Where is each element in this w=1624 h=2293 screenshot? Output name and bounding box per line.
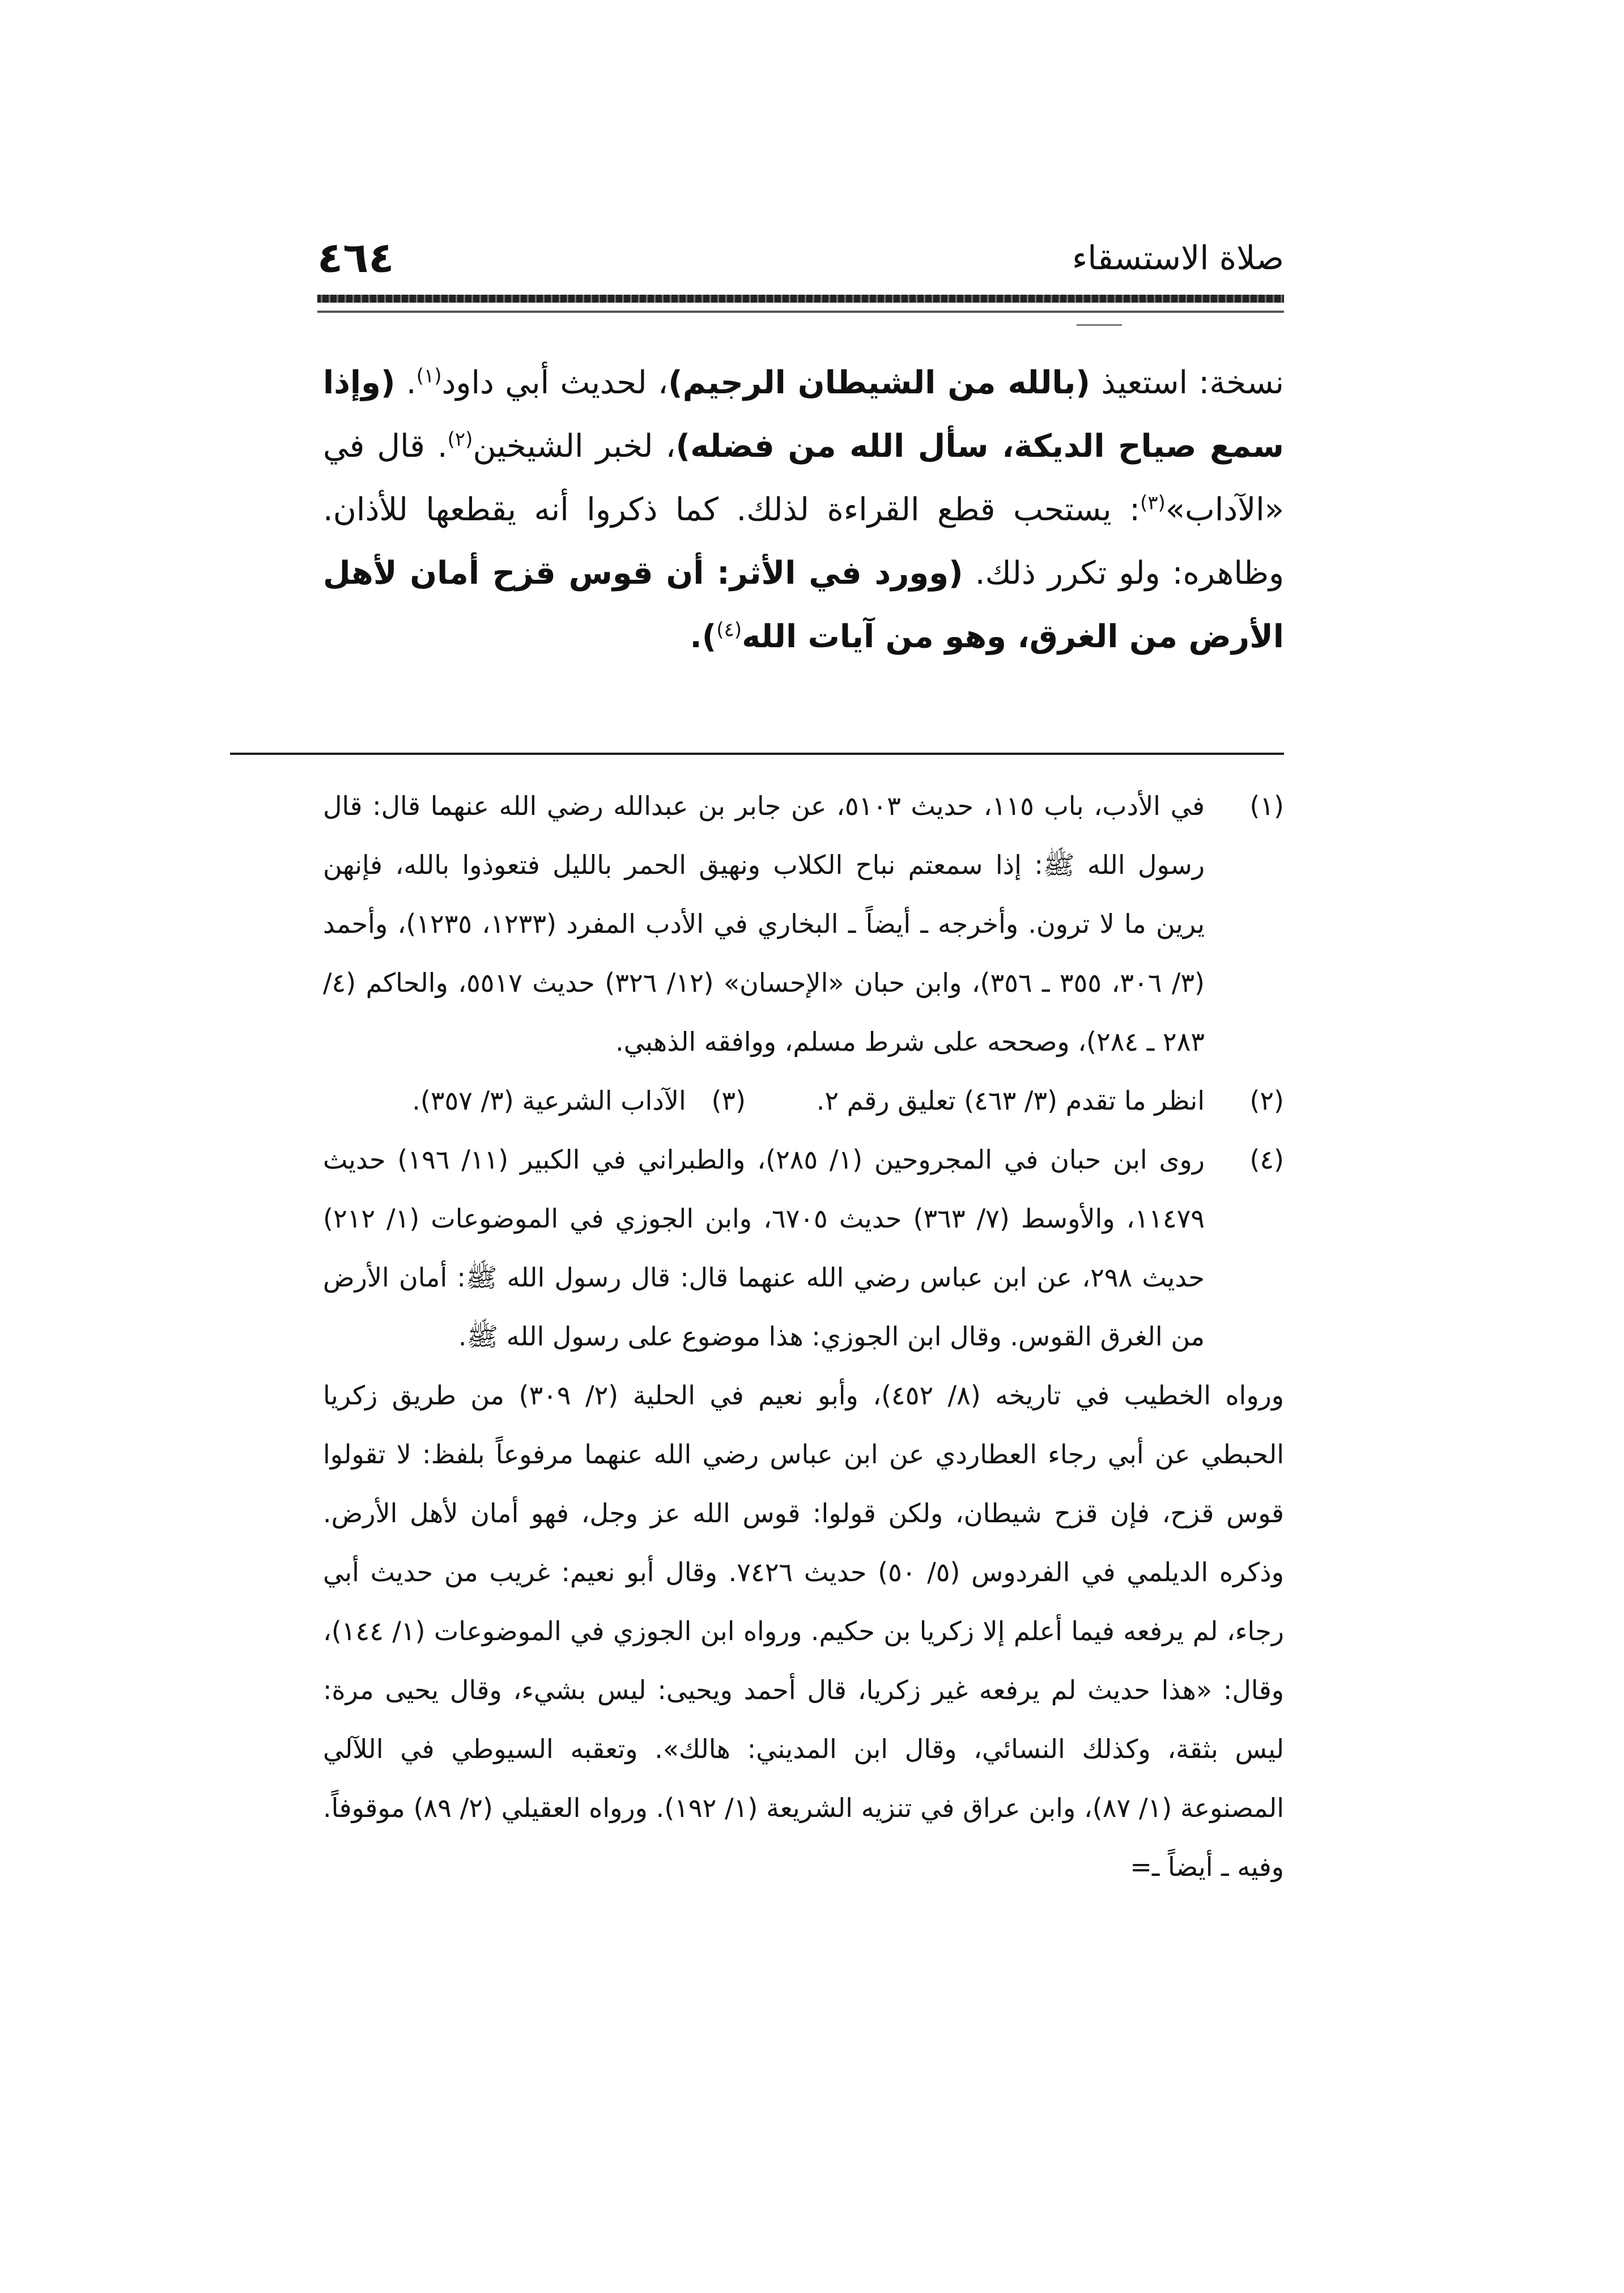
footnote-3-text: الآداب الشرعية (٣/ ٣٥٧). — [412, 1085, 686, 1116]
footnote-ref-1: (١) — [416, 364, 442, 388]
footnote-2-text: انظر ما تقدم (٣/ ٤٦٣) تعليق رقم ٢. — [816, 1085, 1205, 1116]
footnote-ref-2: (٢) — [447, 428, 473, 451]
footnotes — [323, 776, 1284, 1896]
page-number: ٤٦٤ — [317, 233, 394, 282]
main-text-bold-segment: (وورد في الأثر: أن قوس قزح أمان لأهل الأرض من الغرق، وهو من آيات الله — [323, 555, 1284, 655]
footnote-4-continuation: ورواه الخطيب في تاريخه (٨/ ٤٥٢)، وأبو نعيم في الحلية (٢/ ٣٠٩) من طريق زكريا الحبطي عن أبي رجاء العطاردي عن ابن عباس رضي الله عنهما مرفوعاً بلفظ: لا تقولوا قوس قزح، فإن قزح شيطان، ولكن قولوا: قوس الله عز وجل، فهو أمان لأهل الأرض. وذكره الديلمي في الفردوس (٥/ ٥٠) حديث ٧٤٢٦. وقال أبو نعيم: غريب من حديث أبي رجاء، لم يرفعه فيما أعلم إلا زكريا بن حكيم. ورواه ابن الجوزي في الموضوعات (١/ ١٤٤)، وقال: «هذا حديث لم يرفعه غير زكريا، قال أحمد ويحيى: ليس بشيء، وقال يحيى مرة: ليس بثقة، وكذلك النسائي، وقال ابن المديني: هالك». وتعقبه السيوطي في اللآلي المصنوعة (١/ ٨٧)، وابن عراق في تنزيه الشريعة (١/ ١٩٢). ورواه العقيلي (٢/ ٨٩) موقوفاً. وفيه ـ أيضاً ـ= — [323, 1380, 1285, 1882]
main-text-bold-segment: (وإذا سمع صياح الديكة، سأل الله من فضله) — [323, 364, 1284, 465]
footnote-2-3-row — [323, 1071, 1284, 1130]
footnote-number: (٢) — [1249, 1085, 1284, 1116]
footnote-text: روى ابن حبان في المجروحين (١/ ٢٨٥)، والطبراني في الكبير (١١/ ١٩٦) حديث ١١٤٧٩، والأوسط (٧/ ٣٦٣) حديث ٦٧٠٥، وابن الجوزي في الموضوعات (١/ ٢١٢) حديث ٢٩٨، عن ابن عباس رضي الله عنهما قال: قال رسول الله ﷺ: أمان الأرض من الغرق القوس. وقال ابن الجوزي: هذا موضوع على رسول الله ﷺ. — [323, 1144, 1205, 1352]
main-text-segment: ، لخبر الشيخين — [473, 428, 676, 465]
main-text-segment: . قال في «الآداب» — [323, 428, 1284, 528]
footnote-number: (٣) — [711, 1085, 746, 1116]
main-text-segment: : يستحب قطع القراءة لذلك. كما ذكروا أنه يقطعها للأذان. وظاهره: ولو تكرر ذلك. — [323, 491, 1285, 592]
header-rule — [317, 295, 1284, 303]
main-text-bold-segment: ). — [690, 618, 717, 655]
footnote-ref-4: (٤) — [716, 618, 742, 642]
main-text-segment: ، لحديث أبي داود — [441, 364, 669, 401]
stray-mark — [1077, 324, 1122, 326]
main-text — [323, 351, 1284, 669]
chapter-title: صلاة الاستسقاء — [1072, 239, 1284, 277]
footnote-number: (٤) — [1249, 1144, 1284, 1175]
footnote-1 — [323, 776, 1284, 1071]
main-text-bold-segment: (بالله من الشيطان الرجيم) — [668, 364, 1091, 401]
footnote-4 — [323, 1130, 1284, 1366]
main-text-segment: . — [395, 364, 416, 401]
running-header — [317, 227, 1284, 289]
main-text-segment: نسخة: استعيذ — [1090, 364, 1285, 401]
footnote-number: (١) — [1249, 791, 1284, 821]
header-rule-thin — [317, 311, 1284, 313]
footnote-separator — [230, 753, 1284, 755]
footnote-ref-3: (٣) — [1140, 491, 1166, 515]
footnote-text: في الأدب، باب ١١٥، حديث ٥١٠٣، عن جابر بن عبدالله رضي الله عنهما قال: قال رسول الله ﷺ: إذا سمعتم نباح الكلاب ونهيق الحمر بالليل فتعوذوا بالله، فإنهن يرين ما لا ترون. وأخرجه ـ أيضاً ـ البخاري في الأدب المفرد (١٢٣٣، ١٢٣٥)، وأحمد (٣/ ٣٠٦، ٣٥٥ ـ ٣٥٦)، وابن حبان «الإحسان» (١٢/ ٣٢٦) حديث ٥٥١٧، والحاكم (٤/ ٢٨٣ ـ ٢٨٤)، وصححه على شرط مسلم، ووافقه الذهبي. — [323, 791, 1205, 1057]
